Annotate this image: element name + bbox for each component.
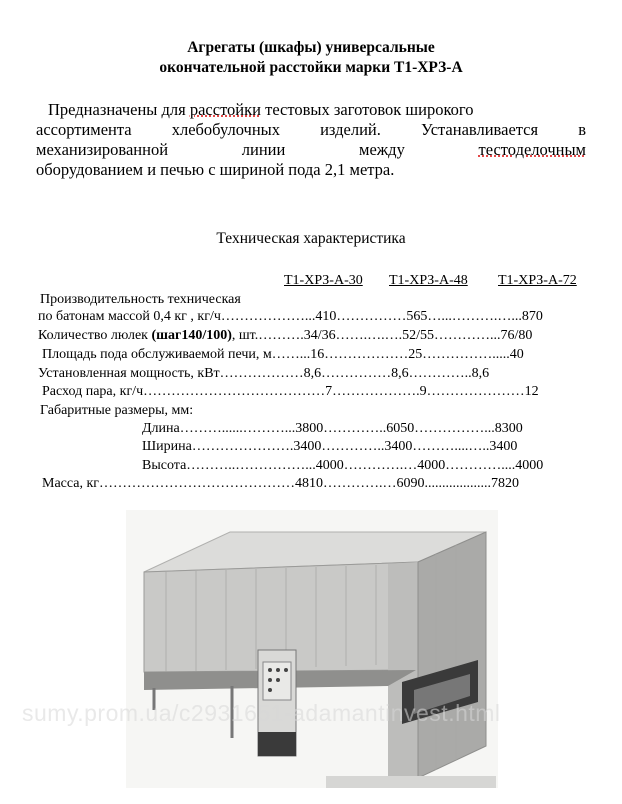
- intro-line-1: [36, 100, 586, 120]
- spec-row-productivity: по батонам массой 0,4 кг , кг/ч………………...410……………565…...……….…...870: [38, 309, 543, 324]
- watermark: sumy.prom.ua/c2931651-adamantinvest.html: [22, 700, 501, 726]
- doc-title-line2: окончательной расстойки марки Т1-ХРЗ-А: [159, 59, 463, 76]
- spec-row-height: Высота………..……………...4000………….…4000…………....4000: [142, 458, 544, 473]
- doc-title-line1: Агрегаты (шкафы) универсальные: [187, 39, 435, 56]
- spec-row-width: Ширина………………….3400…………..3400………....…..3400: [142, 439, 518, 454]
- spec-label: Количество люлек: [38, 328, 152, 343]
- spec-row-oven-area: Площадь пода обслуживаемой печи, м……...16………………25…………….....40: [42, 347, 524, 362]
- proofing-cabinet-photo: [126, 510, 498, 788]
- column-header-48: Т1-ХРЗ-А-48: [389, 273, 468, 288]
- section-title: Техническая характеристика: [216, 230, 406, 247]
- intro-text: Предназначены для: [48, 100, 190, 119]
- intro-text: механизированной линии между: [36, 140, 479, 159]
- spec-row-steam: Расход пара, кг/ч…………………………………7……………….9…………………12: [42, 384, 539, 399]
- intro-underlined-word: тестоделочным: [478, 140, 586, 159]
- spec-row-length: Длина………......………...3800…………..6050……………...8300: [142, 421, 523, 436]
- intro-line-4: оборудованием и печью с шириной пода 2,1 метра.: [36, 160, 395, 179]
- intro-line-2: ассортимента хлебобулочных изделий. Устанавливается в: [36, 120, 586, 139]
- spec-row-power: Установленная мощность, кВт………………8,6……………8,6…………..8,6: [38, 366, 490, 381]
- column-header-30: Т1-ХРЗ-А-30: [284, 273, 363, 288]
- intro-underlined-word: расстойки: [189, 100, 261, 119]
- column-header-72: Т1-ХРЗ-А-72: [498, 273, 577, 288]
- intro-paragraph: [36, 100, 586, 180]
- spec-row-productivity-label: Производительность техническая: [40, 292, 241, 307]
- intro-line-3: [36, 140, 586, 160]
- spec-row-dimensions-label: Габаритные размеры, мм:: [40, 403, 194, 418]
- spec-row-mass: Масса, кг……………………………………4810………….…6090...................7820: [42, 476, 520, 491]
- spec-label-bold: (шаг140/100): [151, 328, 232, 343]
- spec-row-cradles: [38, 328, 532, 344]
- spec-values: , шт.……….34/36…….….….52/55…………...76/80: [231, 328, 533, 343]
- intro-text: тестовых заготовок широкого: [260, 100, 474, 119]
